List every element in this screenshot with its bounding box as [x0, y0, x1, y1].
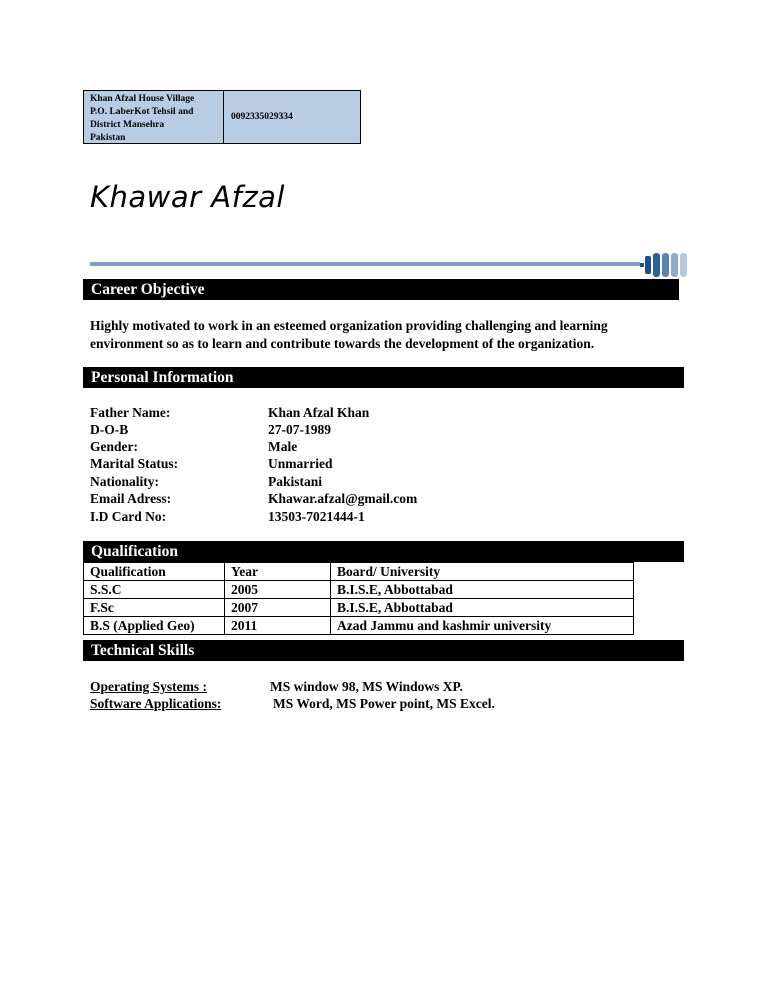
address-line: Khan Afzal House Village: [90, 94, 195, 104]
skill-value: MS window 98, MS Windows XP.: [270, 679, 463, 694]
section-personal-information: Personal Information: [83, 367, 684, 388]
objective-text: Highly motivated to work in an esteemed organization providing challenging and learning environment so as to learn and contribute towards the development of the organization.: [90, 318, 608, 351]
header-rule: [90, 262, 640, 266]
personal-label: Marital Status:: [90, 456, 179, 471]
personal-value: Male: [268, 439, 298, 454]
section-technical-skills: Technical Skills: [83, 640, 684, 661]
address-line: Pakistan: [90, 133, 126, 143]
skill-label: Software Applications:: [90, 696, 222, 711]
qualification-table: [83, 562, 634, 635]
table-cell: F.Sc: [84, 599, 225, 617]
personal-value: Khan Afzal Khan: [268, 405, 370, 420]
personal-label: Nationality:: [90, 474, 159, 489]
section-qualification: Qualification: [83, 541, 684, 562]
table-cell: B.S (Applied Geo): [84, 617, 225, 635]
address-box: [83, 90, 361, 144]
table-row: [84, 599, 634, 617]
personal-label: Email Adress:: [90, 491, 172, 506]
table-cell: S.S.C: [84, 581, 225, 599]
personal-label: Father Name:: [90, 405, 171, 420]
section-career-objective: Career Objective: [83, 279, 679, 300]
table-cell: 2005: [225, 581, 331, 599]
candidate-name: Khawar Afzal: [90, 180, 285, 214]
address-line: P.O. LaberKot Tehsil and: [90, 107, 194, 117]
personal-value: Pakistani: [268, 474, 323, 489]
email-link[interactable]: Khawar.afzal@gmail.com: [268, 491, 418, 506]
skill-value: MS Word, MS Power point, MS Excel.: [273, 696, 495, 711]
table-cell: Azad Jammu and kashmir university: [331, 617, 634, 635]
table-row: [84, 581, 634, 599]
address-block: [84, 91, 224, 143]
personal-value: 27-07-1989: [268, 422, 331, 437]
table-cell: B.I.S.E, Abbottabad: [331, 599, 634, 617]
phone-number: 0092335029334: [231, 112, 293, 122]
table-cell: 2007: [225, 599, 331, 617]
table-header-row: [84, 563, 634, 581]
rule-decoration-icon: [640, 250, 690, 280]
personal-label: I.D Card No:: [90, 509, 167, 524]
table-cell: 2011: [225, 617, 331, 635]
personal-value: Unmarried: [268, 456, 333, 471]
table-header-cell: Year: [225, 563, 331, 581]
table-cell: B.I.S.E, Abbottabad: [331, 581, 634, 599]
table-header-cell: Board/ University: [331, 563, 634, 581]
personal-label: Gender:: [90, 439, 138, 454]
table-header-cell: Qualification: [84, 563, 225, 581]
table-row: [84, 617, 634, 635]
personal-label: D-O-B: [90, 422, 129, 437]
address-line: District Mansehra: [90, 120, 165, 130]
skill-label: Operating Systems :: [90, 679, 207, 694]
personal-value: 13503-7021444-1: [268, 509, 365, 524]
